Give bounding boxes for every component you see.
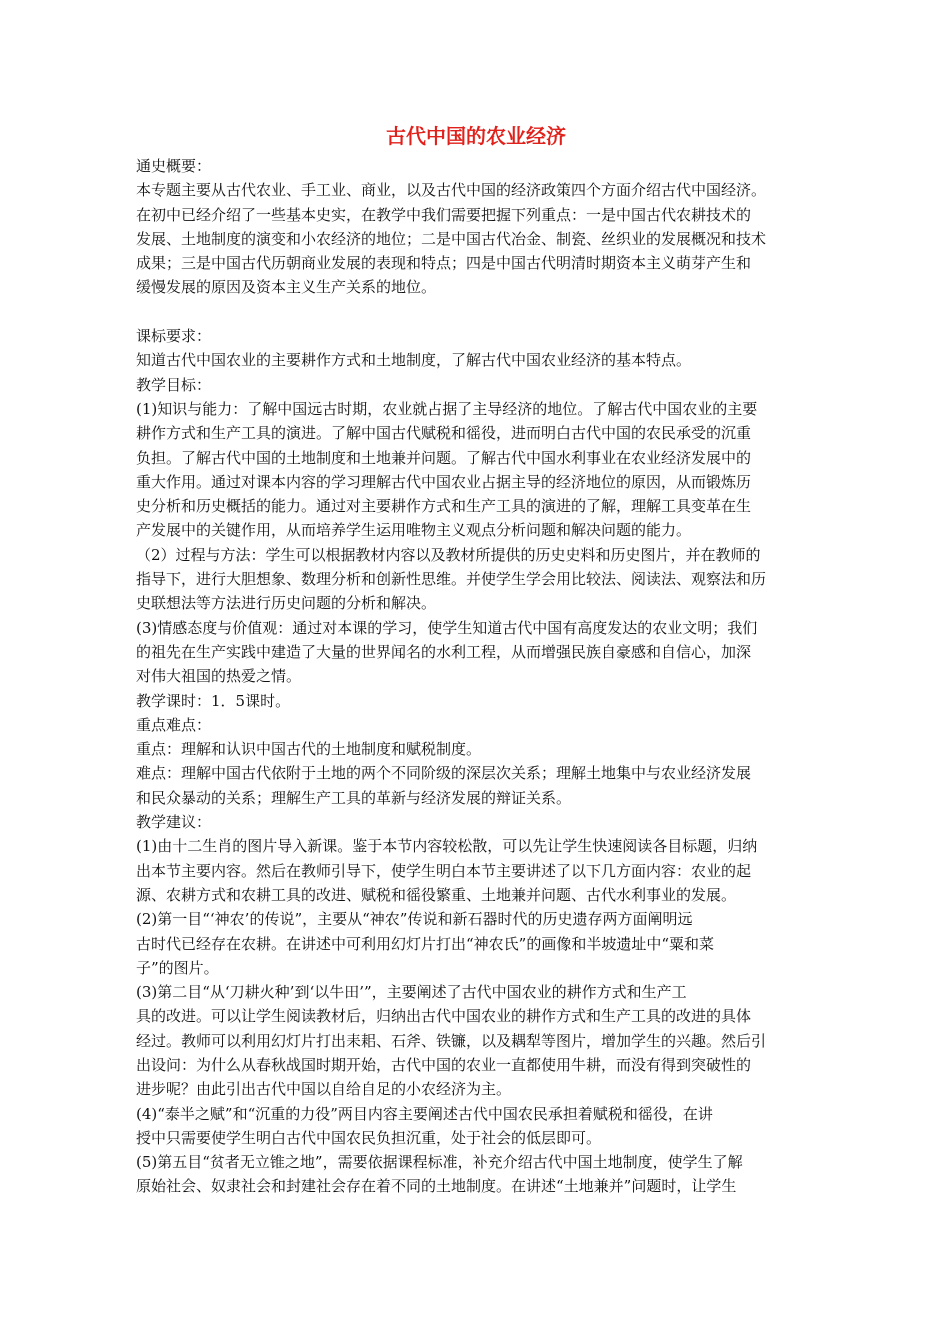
text-line: 具的改进。可以让学生阅读教材后，归纳出古代中国农业的耕作方式和生产工具的改进的具体 bbox=[136, 1007, 752, 1026]
text-line: 重大作用。通过对课本内容的学习理解古代中国农业占据主导的经济地位的原因，从而锻炼历 bbox=[136, 472, 752, 491]
text-line: 缓慢发展的原因及资本主义生产关系的地位。 bbox=[136, 278, 437, 297]
text-line: 知道古代中国农业的主要耕作方式和土地制度，了解古代中国农业经济的基本特点。 bbox=[136, 351, 692, 370]
text-line: 教学目标： bbox=[136, 375, 212, 394]
text-line: (2)第一目“‘神农’的传说”，主要从“神农”传说和新石器时代的历史遗存两方面阐明远 bbox=[136, 910, 693, 929]
text-line: 经过。教师可以利用幻灯片打出耒耜、石斧、铁镰，以及耦犁等图片，增加学生的兴趣。然后引 bbox=[136, 1031, 767, 1050]
text-line: 出本节主要内容。然后在教师引导下，使学生明白本节主要讲述了以下几方面内容：农业的起 bbox=[136, 861, 752, 880]
text-line: 发展、土地制度的演变和小农经济的地位；二是中国古代冶金、制瓷、丝织业的发展概况和技术 bbox=[136, 229, 767, 248]
text-line: (4)“泰半之赋”和“沉重的力役”两目内容主要阐述古代中国农民承担着赋税和徭役，在讲 bbox=[136, 1104, 713, 1123]
text-line: 教学建议： bbox=[136, 813, 212, 832]
text-line: 子”的图片。 bbox=[136, 958, 219, 977]
text-line: 出设问：为什么从春秋战国时期开始，古代中国的农业一直都使用牛耕，而没有得到突破性的 bbox=[136, 1055, 752, 1074]
text-line: (1)知识与能力：了解中国远古时期，农业就占据了主导经济的地位。了解古代中国农业的主要 bbox=[136, 399, 758, 418]
text-line: 授中只需要使学生明白古代中国农民负担沉重，处于社会的低层即可。 bbox=[136, 1128, 602, 1147]
document-page bbox=[136, 118, 816, 1199]
text-line: 负担。了解古代中国的土地制度和土地兼并问题。了解古代中国水利事业在农业经济发展中的 bbox=[136, 448, 752, 467]
paragraph-gap bbox=[136, 300, 816, 324]
document-title: 古代中国的农业经济 bbox=[386, 124, 566, 148]
text-line: 的祖先在生产实践中建造了大量的世界闻名的水利工程，从而增强民族自豪感和自信心，加深 bbox=[136, 642, 752, 661]
text-line: (5)第五目“贫者无立锥之地”，需要依据课程标准，补充介绍古代中国土地制度，使学生了解 bbox=[136, 1153, 743, 1172]
document-body bbox=[136, 154, 816, 1199]
text-line: 课标要求： bbox=[136, 327, 212, 346]
text-line: 源、农耕方式和农耕工具的改进、赋税和徭役繁重、土地兼并问题、古代水利事业的发展。 bbox=[136, 885, 737, 904]
text-line: 重点难点： bbox=[136, 715, 212, 734]
text-line: 史联想法等方法进行历史问题的分析和解决。 bbox=[136, 594, 437, 613]
text-line: 进步呢？由此引出古代中国以自给自足的小农经济为主。 bbox=[136, 1080, 512, 1099]
text-line: 在初中已经介绍了一些基本史实，在教学中我们需要把握下列重点：一是中国古代农耕技术的 bbox=[136, 205, 752, 224]
text-line: 原始社会、奴隶社会和封建社会存在着不同的土地制度。在讲述“土地兼并”问题时，让学生 bbox=[136, 1177, 737, 1196]
text-line: 和民众暴动的关系；理解生产工具的革新与经济发展的辩证关系。 bbox=[136, 788, 572, 807]
text-line: 难点：理解中国古代依附于土地的两个不同阶级的深层次关系；理解土地集中与农业经济发展 bbox=[136, 764, 752, 783]
text-line: (3)第二目“从‘刀耕火种’到‘以牛田’”，主要阐述了古代中国农业的耕作方式和生产工 bbox=[136, 983, 687, 1002]
text-line: 产发展中的关键作用，从而培养学生运用唯物主义观点分析问题和解决问题的能力。 bbox=[136, 521, 692, 540]
text-line: （2）过程与方法：学生可以根据教材内容以及教材所提供的历史史料和历史图片，并在教师的 bbox=[136, 545, 761, 564]
text-line: 本专题主要从古代农业、手工业、商业，以及古代中国的经济政策四个方面介绍古代中国经济。 bbox=[136, 181, 767, 200]
text-line: (1)由十二生肖的图片导入新课。鉴于本节内容较松散，可以先让学生快速阅读各目标题，归纳 bbox=[136, 837, 758, 856]
text-line: 通史概要： bbox=[136, 157, 212, 175]
text-line: 成果；三是中国古代历朝商业发展的表现和特点；四是中国古代明清时期资本主义萌芽产生和 bbox=[136, 254, 752, 273]
text-line: (3)情感态度与价值观：通过对本课的学习，使学生知道古代中国有高度发达的农业文明；我们 bbox=[136, 618, 758, 637]
text-line: 对伟大祖国的热爱之情。 bbox=[136, 667, 302, 686]
text-line: 指导下，进行大胆想象、数理分析和创新性思维。并使学生学会用比较法、阅读法、观察法和历 bbox=[136, 570, 767, 589]
text-line: 史分析和历史概括的能力。通过对主要耕作方式和生产工具的演进的了解，理解工具变革在生 bbox=[136, 497, 752, 516]
text-line: 古时代已经存在农耕。在讲述中可利用幻灯片打出“神农氏”的画像和半坡遗址中“粟和菜 bbox=[136, 934, 715, 953]
text-line: 重点：理解和认识中国古代的土地制度和赋税制度。 bbox=[136, 740, 482, 759]
text-line: 耕作方式和生产工具的演进。了解中国古代赋税和徭役，进而明白古代中国的农民承受的沉重 bbox=[136, 424, 752, 443]
text-line: 教学课时：1．5课时。 bbox=[136, 691, 291, 710]
